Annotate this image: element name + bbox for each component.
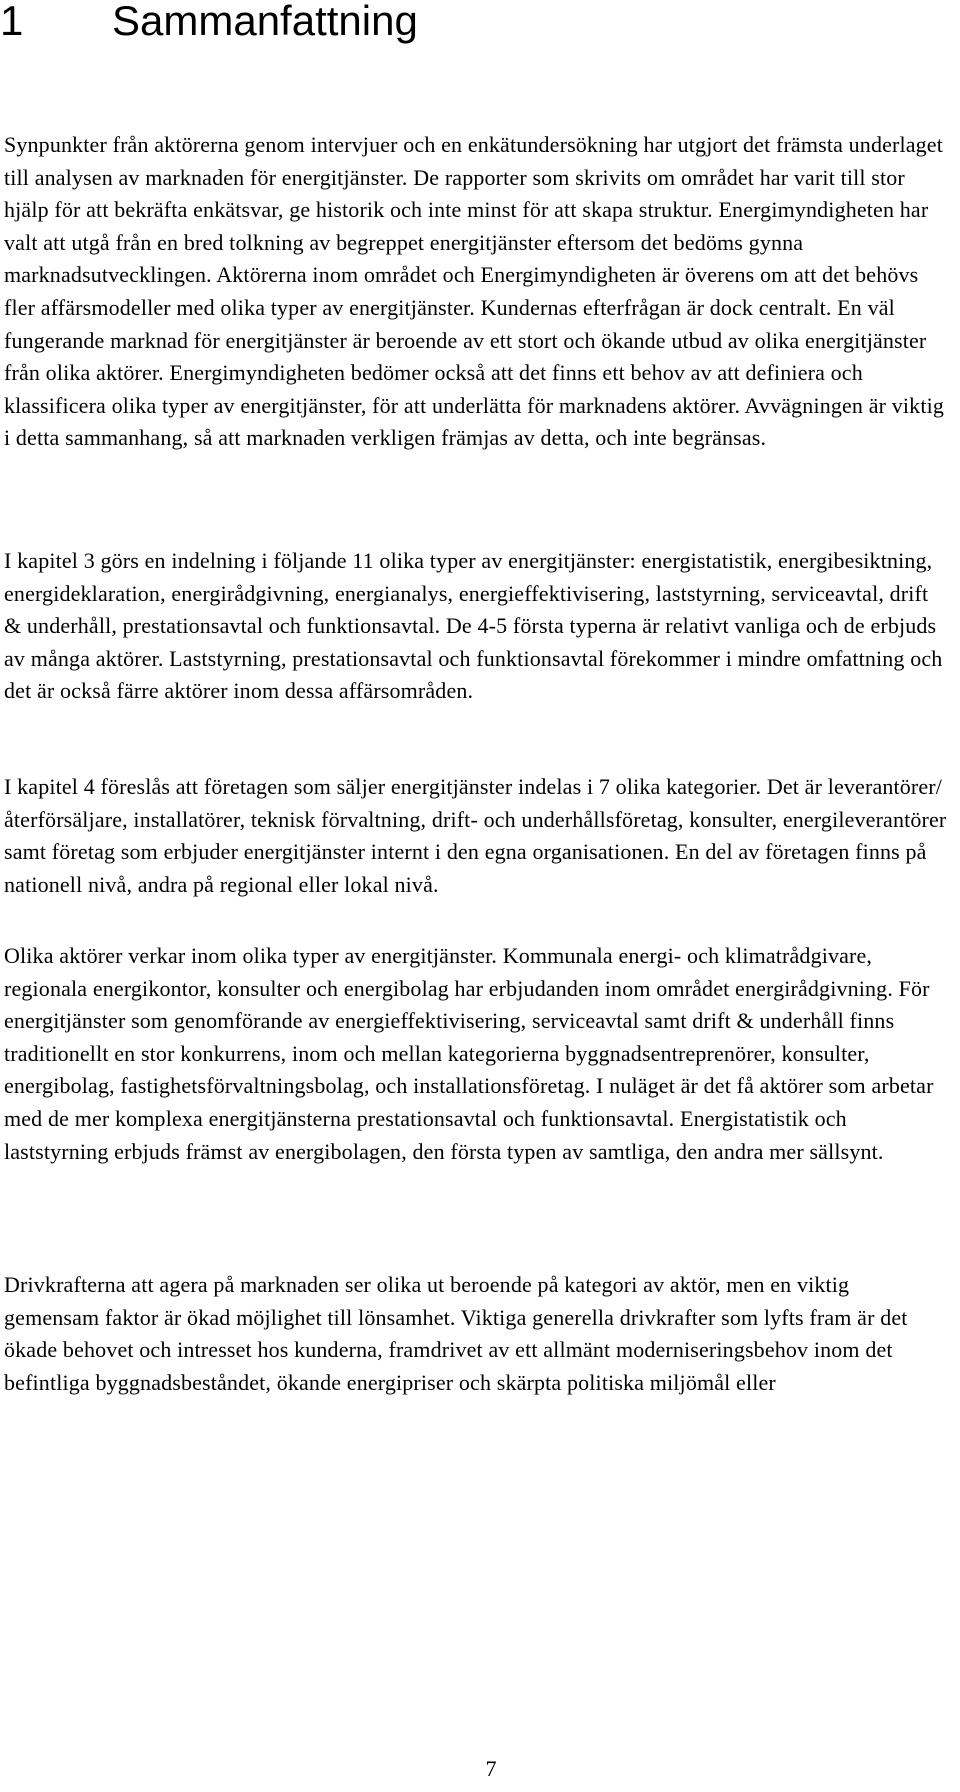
paragraph: Drivkrafterna att agera på marknaden ser olika ut beroende på kategori av aktör, men en viktig gemensam faktor är ökad möjlighet till lönsamhet. Viktiga generella drivkrafter som lyfts fram är det ökade behovet och intresset hos kunderna, framdrivet av ett allmänt moderniseringsbehov inom det befintliga byggnadsbeståndet, ökande energipriser och skärpta politiska miljömål eller xyxy=(4,1272,908,1395)
paragraph: Olika aktörer verkar inom olika typer av energitjänster. Kommunala energi- och klimatrådgivare, regionala energikontor, konsulter och energibolag har erbjudanden inom området energirådgivning. För energitjänster som genomförande av energieffektivisering, serviceavtal samt drift & underhåll finns traditionellt en stor konkurrens, inom och mellan kategorierna byggnadsentreprenörer, konsulter, energibolag, fastighetsförvaltningsbolag, och installationsföretag. I nuläget är det få aktörer som arbetar med de mer komplexa energitjänsterna prestationsavtal och funktionsavtal. Energistatistik och laststyrning erbjuds främst av energibolagen, den första typen av samtliga, den andra mer sällsynt. xyxy=(4,943,934,1164)
paragraph: I kapitel 4 föreslås att företagen som säljer energitjänster indelas i 7 olika kategorier. Det är leverantörer/återförsäljare, installatörer, teknisk förvaltning, drift- och underhållsföretag, konsulter, energileverantörer samt företag som erbjuder energitjänster internt i den egna organisationen. En del av företagen finns på nationell nivå, andra på regional eller lokal nivå. xyxy=(4,774,947,897)
section-number: 1 xyxy=(0,0,24,44)
section-heading xyxy=(0,0,418,42)
section-title: Sammanfattning xyxy=(112,0,418,44)
page-number: 7 xyxy=(485,1756,497,1781)
paragraph: I kapitel 3 görs en indelning i följande 11 olika typer av energitjänster: energistatistik, energibesiktning, energideklaration, energirådgivning, energianalys, energieffektivisering, laststyrning, serviceavtal, drift & underhåll, prestationsavtal och funktionsavtal. De 4-5 första typerna är relativt vanliga och de erbjuds av många aktörer. Laststyrning, prestationsavtal och funktionsavtal förekommer i mindre omfattning och det är också färre aktörer inom dessa affärsområden. xyxy=(4,548,943,704)
paragraph: Synpunkter från aktörerna genom intervjuer och en enkätundersökning har utgjort det främsta underlaget till analysen av marknaden för energitjänster. De rapporter som skrivits om området har varit till stor hjälp för att bekräfta enkätsvar, ge historik och inte minst för att skapa struktur. Energimyndigheten har valt att utgå från en bred tolkning av begreppet energitjänster eftersom det bedöms gynna marknadsutvecklingen. Aktörerna inom området och Energimyndigheten är överens om att det behövs fler affärsmodeller med olika typer av energitjänster. Kundernas efterfrågan är dock centralt. En väl fungerande marknad för energitjänster är beroende av ett stort och ökande utbud av olika energitjänster från olika aktörer. Energimyndigheten bedömer också att det finns ett behov av att definiera och klassificera olika typer av energitjänster, för att underlätta för marknadens aktörer. Avvägningen är viktig i detta sammanhang, så att marknaden verkligen främjas av detta, och inte begränsas. xyxy=(4,132,945,451)
